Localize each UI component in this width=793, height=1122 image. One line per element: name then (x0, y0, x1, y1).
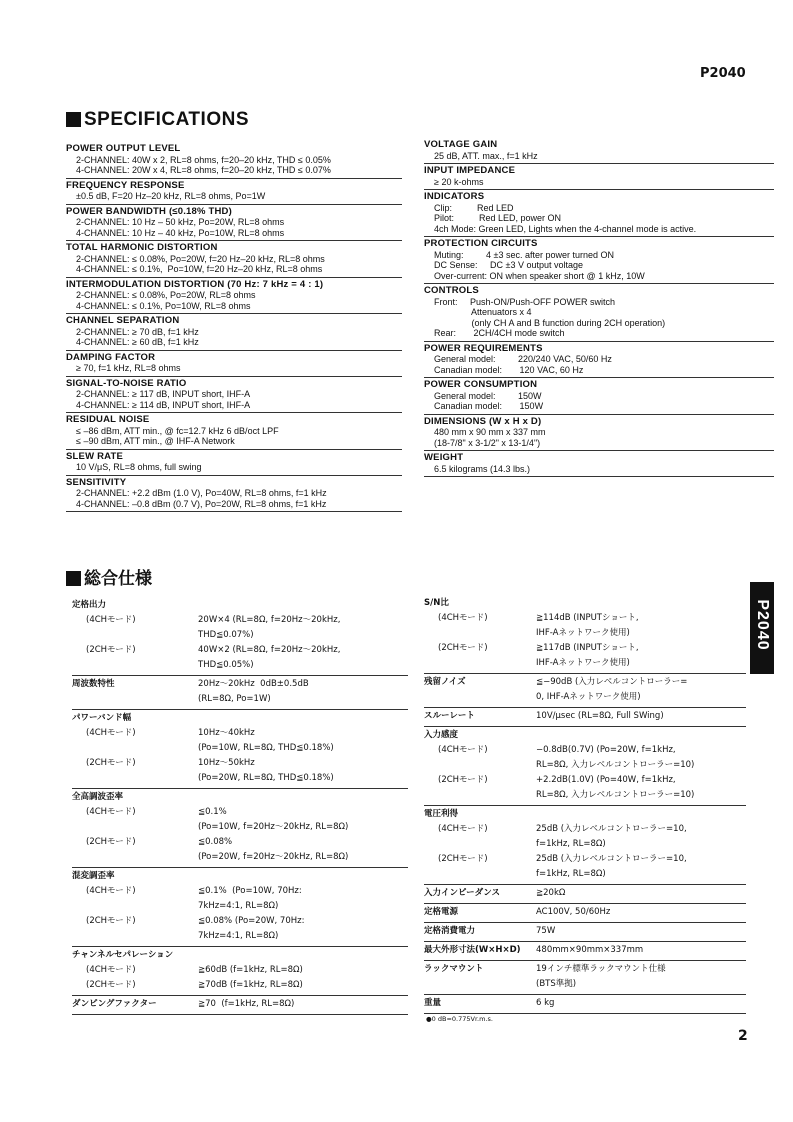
spec-row-label: (4CHモード) (86, 615, 136, 625)
spec-section-title: 入力感度 (424, 730, 459, 740)
spec-line: 25 dB, ATT. max., f=1 kHz (434, 150, 538, 161)
spec-line: 2-CHANNEL: ≤ 0.08%, Po=20W, f=20 Hz–20 kHz, RL=8 ohms (76, 253, 325, 264)
spec-line: (18-7/8" x 3-1/2" x 13-1/4") (434, 437, 541, 448)
spec-row (424, 996, 746, 1011)
spec-line: 2-CHANNEL: 40W x 2, RL=8 ohms, f=20–20 kHz, THD ≤ 0.05% (76, 154, 331, 165)
spec-section (66, 180, 402, 205)
spec-section (66, 477, 402, 513)
spec-section (424, 139, 774, 164)
spec-row (72, 613, 408, 643)
spec-row (424, 611, 746, 641)
japanese-specs-left-column (72, 597, 408, 1015)
spec-line: ≥ 20 k-ohms (434, 176, 484, 187)
spec-row (72, 963, 408, 978)
spec-section-title: INTERMODULATION DISTORTION (70 Hz: 7 kHz = 4 : 1) (66, 278, 324, 290)
spec-row-label: 最大外形寸法(W×H×D) (424, 945, 521, 955)
spec-row-value: ≦0.1% (Po=10W, f=20Hz〜20kHz, RL=8Ω) (198, 807, 349, 832)
spec-section (424, 674, 746, 708)
spec-row-label: (4CHモード) (86, 728, 136, 738)
spec-line: 2-CHANNEL: ≤ 0.08%, Po=20W, RL=8 ohms (76, 290, 256, 300)
spec-section (72, 947, 408, 996)
spec-section-title: SIGNAL-TO-NOISE RATIO (66, 377, 187, 389)
japanese-specs-heading (66, 564, 152, 589)
spec-section (72, 676, 408, 710)
spec-section-title: 全高調波歪率 (72, 792, 124, 802)
side-tab-label: P2040 (754, 599, 771, 651)
spec-section (424, 416, 774, 452)
spec-line: 4-CHANNEL: 20W x 4, RL=8 ohms, f=20–20 kHz, THD ≤ 0.07% (76, 165, 331, 175)
spec-section (424, 727, 746, 806)
spec-section-title: S/N比 (424, 598, 449, 608)
spec-row-label: ダンピングファクター (72, 999, 157, 1009)
specifications-heading-text: SPECIFICATIONS (84, 109, 249, 130)
spec-section (424, 165, 774, 190)
spec-section-title: FREQUENCY RESPONSE (66, 179, 185, 191)
spec-section-title: チャンネルセパレーション (72, 950, 174, 960)
spec-line: Rear: 2CH/4CH mode switch (434, 328, 565, 338)
spec-section (424, 942, 746, 961)
spec-row-value: ≧20kΩ (536, 888, 566, 898)
spec-section (72, 789, 408, 868)
spec-row-value: 480mm×90mm×337mm (536, 945, 644, 955)
spec-row-label: スルーレート (424, 711, 475, 721)
spec-row-value: −0.8dB(0.7V) (Po=20W, f=1kHz, RL=8Ω, 入力レベルコントローラー=10) (536, 745, 695, 770)
spec-line: 2-CHANNEL: +2.2 dBm (1.0 V), Po=40W, RL=8 ohms, f=1 kHz (76, 488, 327, 498)
spec-row (72, 677, 408, 707)
spec-row (72, 884, 408, 914)
spec-section-title: 定格出力 (72, 600, 107, 610)
spec-line: Canadian model: 120 VAC, 60 Hz (434, 364, 584, 375)
spec-line: Front: Push-ON/Push-OFF POWER switch (434, 296, 616, 307)
spec-row-value: ≧60dB (f=1kHz, RL=8Ω) (198, 965, 303, 975)
specifications-heading (66, 109, 249, 131)
spec-row (72, 756, 408, 786)
spec-section (66, 279, 402, 315)
spec-row-value: ≦0.1% (Po=10W, 70Hz: 7kHz=4:1, RL=8Ω) (198, 886, 302, 911)
spec-section-title: パワーバンド幅 (72, 713, 132, 723)
spec-row-label: (2CHモード) (438, 854, 488, 864)
spec-line: 4ch Mode: Green LED, Lights when the 4-channel mode is active. (434, 223, 697, 234)
spec-row (424, 822, 746, 852)
spec-row (72, 643, 408, 673)
heading-square-icon (66, 571, 81, 586)
spec-row-label: (2CHモード) (438, 775, 488, 785)
spec-section-title: 電圧利得 (424, 809, 459, 819)
spec-section-title: SLEW RATE (66, 450, 124, 462)
spec-section-title: POWER BANDWIDTH (≤0.18% THD) (66, 205, 232, 217)
spec-line: (only CH A and B function during 2CH operation) (434, 317, 666, 328)
spec-section (66, 206, 402, 242)
spec-section (72, 868, 408, 947)
spec-row-label: (4CHモード) (86, 965, 136, 975)
spec-section-title: POWER OUTPUT LEVEL (66, 143, 181, 154)
spec-section-title: INDICATORS (424, 191, 485, 202)
spec-line: General model: 220/240 VAC, 50/60 Hz (434, 354, 612, 364)
spec-section (424, 806, 746, 885)
spec-row-label: (2CHモード) (86, 980, 136, 990)
spec-row-value: AC100V, 50/60Hz (536, 907, 611, 917)
spec-section (424, 961, 746, 995)
spec-row-value: 10V/μsec (RL=8Ω, Full SWing) (536, 711, 664, 721)
spec-section (424, 885, 746, 904)
spec-row (424, 886, 746, 901)
spec-row-value: 10Hz〜50kHz (Po=20W, RL=8Ω, THD≦0.18%) (198, 758, 334, 783)
footnote: ●0 dB=0.775Vr.m.s. (426, 1015, 493, 1023)
spec-section-title: DAMPING FACTOR (66, 351, 156, 363)
spec-line: 2-CHANNEL: 10 Hz – 50 kHz, Po=20W, RL=8 ohms (76, 217, 285, 227)
spec-row (72, 914, 408, 944)
spec-row-label: 定格消費電力 (424, 926, 476, 936)
spec-line: Attenuators x 4 (434, 307, 532, 317)
spec-line: Muting: 4 ±3 sec. after power turned ON (434, 249, 615, 260)
spec-row (424, 743, 746, 773)
spec-section-title: 混変調歪率 (72, 871, 115, 881)
spec-section-title: POWER CONSUMPTION (424, 379, 538, 390)
spec-line: ≤ –90 dBm, ATT min., @ IHF-A Network (76, 436, 235, 446)
spec-line: 4-CHANNEL: ≤ 0.1%, Po=10W, f=20 Hz–20 kHz, RL=8 ohms (76, 264, 323, 274)
spec-section (424, 708, 746, 727)
spec-row-value: ≧70 (f=1kHz, RL=8Ω) (198, 999, 295, 1009)
spec-section (72, 597, 408, 676)
spec-row-label: 周波数特性 (72, 679, 115, 689)
spec-row (72, 835, 408, 865)
spec-section-title: DIMENSIONS (W x H x D) (424, 415, 542, 427)
spec-section-title: CHANNEL SEPARATION (66, 315, 180, 326)
spec-section (424, 379, 774, 415)
spec-section (66, 451, 402, 476)
spec-row-value: ≦0.08% (Po=20W, f=20Hz〜20kHz, RL=8Ω) (198, 837, 349, 862)
spec-row-value: ≦−90dB (入力レベルコントローラー= 0, IHF-Aネットワーク使用) (536, 677, 688, 702)
spec-row (424, 943, 746, 958)
spec-section-title: POWER REQUIREMENTS (424, 342, 543, 354)
spec-section (66, 414, 402, 450)
spec-row (424, 852, 746, 882)
spec-row-label: (4CHモード) (438, 745, 488, 755)
spec-row-value: 10Hz〜40kHz (Po=10W, RL=8Ω, THD≦0.18%) (198, 728, 334, 753)
spec-row-label: ラックマウント (424, 964, 484, 974)
spec-line: 480 mm x 90 mm x 337 mm (434, 427, 546, 437)
spec-line: DC Sense: DC ±3 V output voltage (434, 260, 584, 270)
spec-line: 4-CHANNEL: ≤ 0.1%, Po=10W, RL=8 ohms (76, 300, 251, 311)
spec-line: Canadian model: 150W (434, 401, 544, 411)
spec-row (424, 641, 746, 671)
spec-row-value: 20Hz〜20kHz 0dB±0.5dB (RL=8Ω, Po=1W) (198, 679, 309, 704)
spec-line: Pilot: Red LED, power ON (434, 213, 562, 223)
spec-section-title: RESIDUAL NOISE (66, 414, 150, 425)
spec-section-title: WEIGHT (424, 452, 464, 463)
page-number: 2 (738, 1028, 748, 1044)
spec-row-value: 40W×2 (RL=8Ω, f=20Hz〜20kHz, THD≦0.05%) (198, 645, 341, 670)
spec-line: 4-CHANNEL: 10 Hz – 40 kHz, Po=10W, RL=8 ohms (76, 227, 285, 238)
spec-section (424, 285, 774, 342)
spec-row-label: 定格電源 (424, 907, 459, 917)
spec-row-label: (2CHモード) (438, 643, 488, 653)
spec-row-value: 19インチ標準ラックマウント仕様 (BTS準拠) (536, 964, 666, 989)
spec-row-label: 入力インピーダンス (424, 888, 500, 898)
spec-row-label: (4CHモード) (86, 807, 136, 817)
spec-row-value: 25dB (入力レベルコントローラー=10, f=1kHz, RL=8Ω) (536, 824, 687, 849)
spec-row (72, 978, 408, 993)
spec-section (66, 352, 402, 377)
spec-row (424, 773, 746, 803)
spec-row (72, 726, 408, 756)
spec-section (424, 452, 774, 477)
heading-square-icon (66, 112, 81, 127)
spec-section (424, 343, 774, 379)
spec-section (424, 595, 746, 674)
spec-row (72, 805, 408, 835)
japanese-specs-heading-text: 総合仕様 (84, 569, 152, 589)
spec-section (72, 996, 408, 1015)
spec-section (72, 710, 408, 789)
spec-row-label: (4CHモード) (438, 824, 488, 834)
spec-row-value: ≧117dB (INPUTショート, IHF-Aネットワーク使用) (536, 643, 639, 668)
spec-section (66, 143, 402, 179)
spec-line: 4-CHANNEL: ≥ 114 dB, INPUT short, IHF-A (76, 399, 251, 410)
spec-line: ≥ 70, f=1 kHz, RL=8 ohms (76, 363, 181, 373)
spec-section-title: INPUT IMPEDANCE (424, 165, 516, 176)
spec-line: 4-CHANNEL: –0.8 dBm (0.7 V), Po=20W, RL=8 ohms, f=1 kHz (76, 498, 327, 509)
spec-section (424, 904, 746, 923)
english-specs-right-column (424, 139, 774, 478)
spec-line: 2-CHANNEL: ≥ 70 dB, f=1 kHz (76, 326, 199, 337)
spec-row-label: (2CHモード) (86, 645, 136, 655)
spec-section-title: SENSITIVITY (66, 476, 127, 488)
spec-row-value: +2.2dB(1.0V) (Po=40W, f=1kHz, RL=8Ω, 入力レベルコントローラー=10) (536, 775, 695, 800)
spec-section (424, 995, 746, 1014)
spec-row (424, 709, 746, 724)
spec-row-label: 残留ノイズ (424, 677, 466, 687)
spec-row-label: (2CHモード) (86, 916, 136, 926)
spec-section-title: TOTAL HARMONIC DISTORTION (66, 242, 218, 253)
spec-section (424, 923, 746, 942)
spec-line: 6.5 kilograms (14.3 lbs.) (434, 463, 531, 474)
spec-row-value: 20W×4 (RL=8Ω, f=20Hz〜20kHz, THD≦0.07%) (198, 615, 341, 640)
spec-row-value: ≧114dB (INPUTショート, IHF-Aネットワーク使用) (536, 613, 639, 638)
spec-section (66, 315, 402, 351)
spec-row (424, 675, 746, 705)
spec-section (424, 238, 774, 284)
model-number: P2040 (700, 66, 746, 81)
spec-row-label: 重量 (424, 998, 442, 1008)
spec-row-label: (2CHモード) (86, 758, 136, 768)
spec-section (424, 191, 774, 237)
spec-row (72, 997, 408, 1012)
spec-row-label: (4CHモード) (86, 886, 136, 896)
spec-line: 2-CHANNEL: ≥ 117 dB, INPUT short, IHF-A (76, 389, 251, 399)
spec-row (424, 962, 746, 992)
spec-row-label: (2CHモード) (86, 837, 136, 847)
spec-section-title: CONTROLS (424, 285, 479, 296)
spec-line: Over-current: ON when speaker short @ 1 kHz, 10W (434, 270, 645, 281)
spec-row-value: 6 kg (536, 998, 555, 1008)
spec-section (66, 378, 402, 414)
spec-row-value: 75W (536, 926, 556, 936)
spec-row-label: (4CHモード) (438, 613, 488, 623)
japanese-specs-right-column (424, 595, 746, 1014)
spec-line: 10 V/μS, RL=8 ohms, full swing (76, 462, 202, 472)
side-tab (750, 582, 774, 674)
spec-row (424, 905, 746, 920)
spec-line: Clip: Red LED (434, 202, 514, 213)
spec-row-value: ≧70dB (f=1kHz, RL=8Ω) (198, 980, 303, 990)
spec-row-value: ≦0.08% (Po=20W, 70Hz: 7kHz=4:1, RL=8Ω) (198, 916, 305, 941)
spec-row-value: 25dB (入力レベルコントローラー=10, f=1kHz, RL=8Ω) (536, 854, 687, 879)
spec-section-title: PROTECTION CIRCUITS (424, 238, 538, 249)
english-specs-left-column (66, 143, 402, 513)
spec-line: 4-CHANNEL: ≥ 60 dB, f=1 kHz (76, 337, 199, 347)
spec-line: ≤ –86 dBm, ATT min., @ fc=12.7 kHz 6 dB/oct LPF (76, 425, 279, 436)
spec-line: ±0.5 dB, F=20 Hz–20 kHz, RL=8 ohms, Po=1W (76, 191, 266, 201)
spec-row (424, 924, 746, 939)
spec-line: General model: 150W (434, 390, 542, 401)
spec-section (66, 242, 402, 278)
spec-section-title: VOLTAGE GAIN (424, 139, 498, 150)
